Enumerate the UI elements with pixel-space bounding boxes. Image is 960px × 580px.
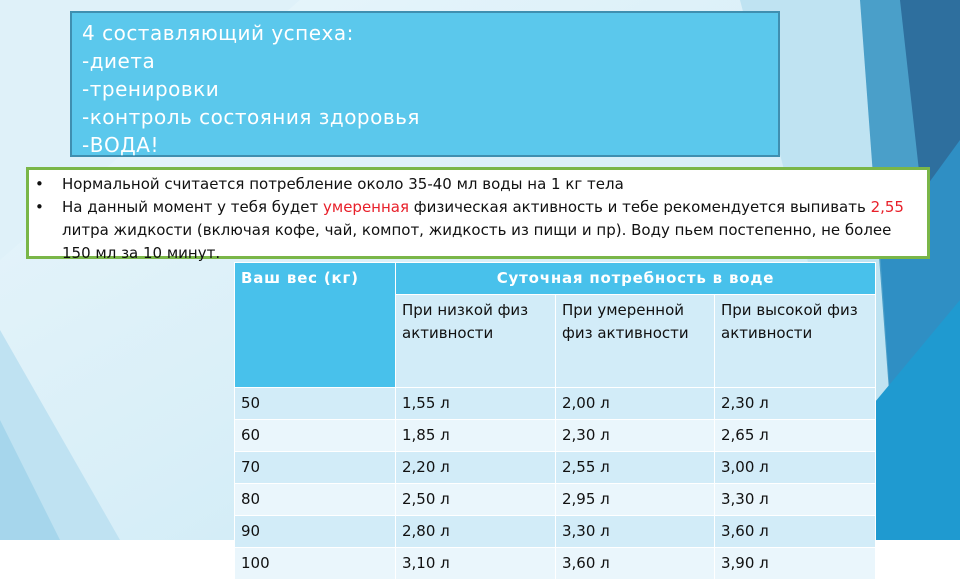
high-activity-header: При высокой физ активности (715, 295, 876, 388)
low-cell: 1,85 л (396, 420, 556, 452)
moderate-cell: 2,30 л (556, 420, 715, 452)
table-row (235, 484, 876, 516)
bullet-marker: • (35, 198, 44, 216)
high-cell: 2,65 л (715, 420, 876, 452)
table-row (235, 452, 876, 484)
moderate-cell: 2,55 л (556, 452, 715, 484)
daily-need-header: Суточная потребность в воде (396, 263, 876, 295)
high-cell: 3,30 л (715, 484, 876, 516)
title-line-2: -диета (82, 49, 156, 73)
title-line-4: -контроль состояния здоровья (82, 105, 420, 129)
moderate-cell: 2,00 л (556, 388, 715, 420)
info-bullet-1-text: Нормальной считается потребление около 35-40 мл воды на 1 кг тела (62, 175, 624, 193)
table-row (235, 388, 876, 420)
moderate-cell: 3,30 л (556, 516, 715, 548)
low-cell: 2,80 л (396, 516, 556, 548)
title-line-1: 4 составляющий успеха: (82, 21, 354, 45)
info-bullet-1 (35, 173, 921, 196)
moderate-activity-header: При умеренной физ активности (556, 295, 715, 388)
low-cell: 2,20 л (396, 452, 556, 484)
weight-cell: 100 (235, 548, 396, 580)
table-row (235, 548, 876, 580)
low-cell: 1,55 л (396, 388, 556, 420)
title-line-5: -ВОДА! (82, 133, 160, 157)
bullet-marker: • (35, 175, 44, 193)
info-bullet-2 (35, 196, 921, 265)
info-bullet-2-text-a: На данный момент у тебя будет (62, 198, 324, 216)
weight-cell: 70 (235, 452, 396, 484)
info-bullet-2-text-c: литра жидкости (включая кофе, чай, компот, жидкость из пищи и пр). Воду пьем постепенно, не более 150 мл за 10 минут. (62, 221, 892, 262)
table-row (235, 516, 876, 548)
title-box (70, 11, 780, 157)
weight-header: Ваш вес (кг) (235, 263, 396, 388)
high-cell: 3,60 л (715, 516, 876, 548)
weight-cell: 80 (235, 484, 396, 516)
moderate-cell: 2,95 л (556, 484, 715, 516)
weight-cell: 60 (235, 420, 396, 452)
low-cell: 2,50 л (396, 484, 556, 516)
water-need-table (234, 262, 876, 580)
low-cell: 3,10 л (396, 548, 556, 580)
activity-level-highlight: умеренная (323, 198, 410, 216)
low-activity-header: При низкой физ активности (396, 295, 556, 388)
high-cell: 3,00 л (715, 452, 876, 484)
title-line-3: -тренировки (82, 77, 220, 101)
info-bullet-2-text-b: физическая активность и тебе рекомендуется выпивать (409, 198, 871, 216)
liters-highlight: 2,55 (870, 198, 904, 216)
info-box (26, 167, 930, 262)
weight-cell: 90 (235, 516, 396, 548)
high-cell: 2,30 л (715, 388, 876, 420)
moderate-cell: 3,60 л (556, 548, 715, 580)
high-cell: 3,90 л (715, 548, 876, 580)
table-row (235, 420, 876, 452)
weight-cell: 50 (235, 388, 396, 420)
